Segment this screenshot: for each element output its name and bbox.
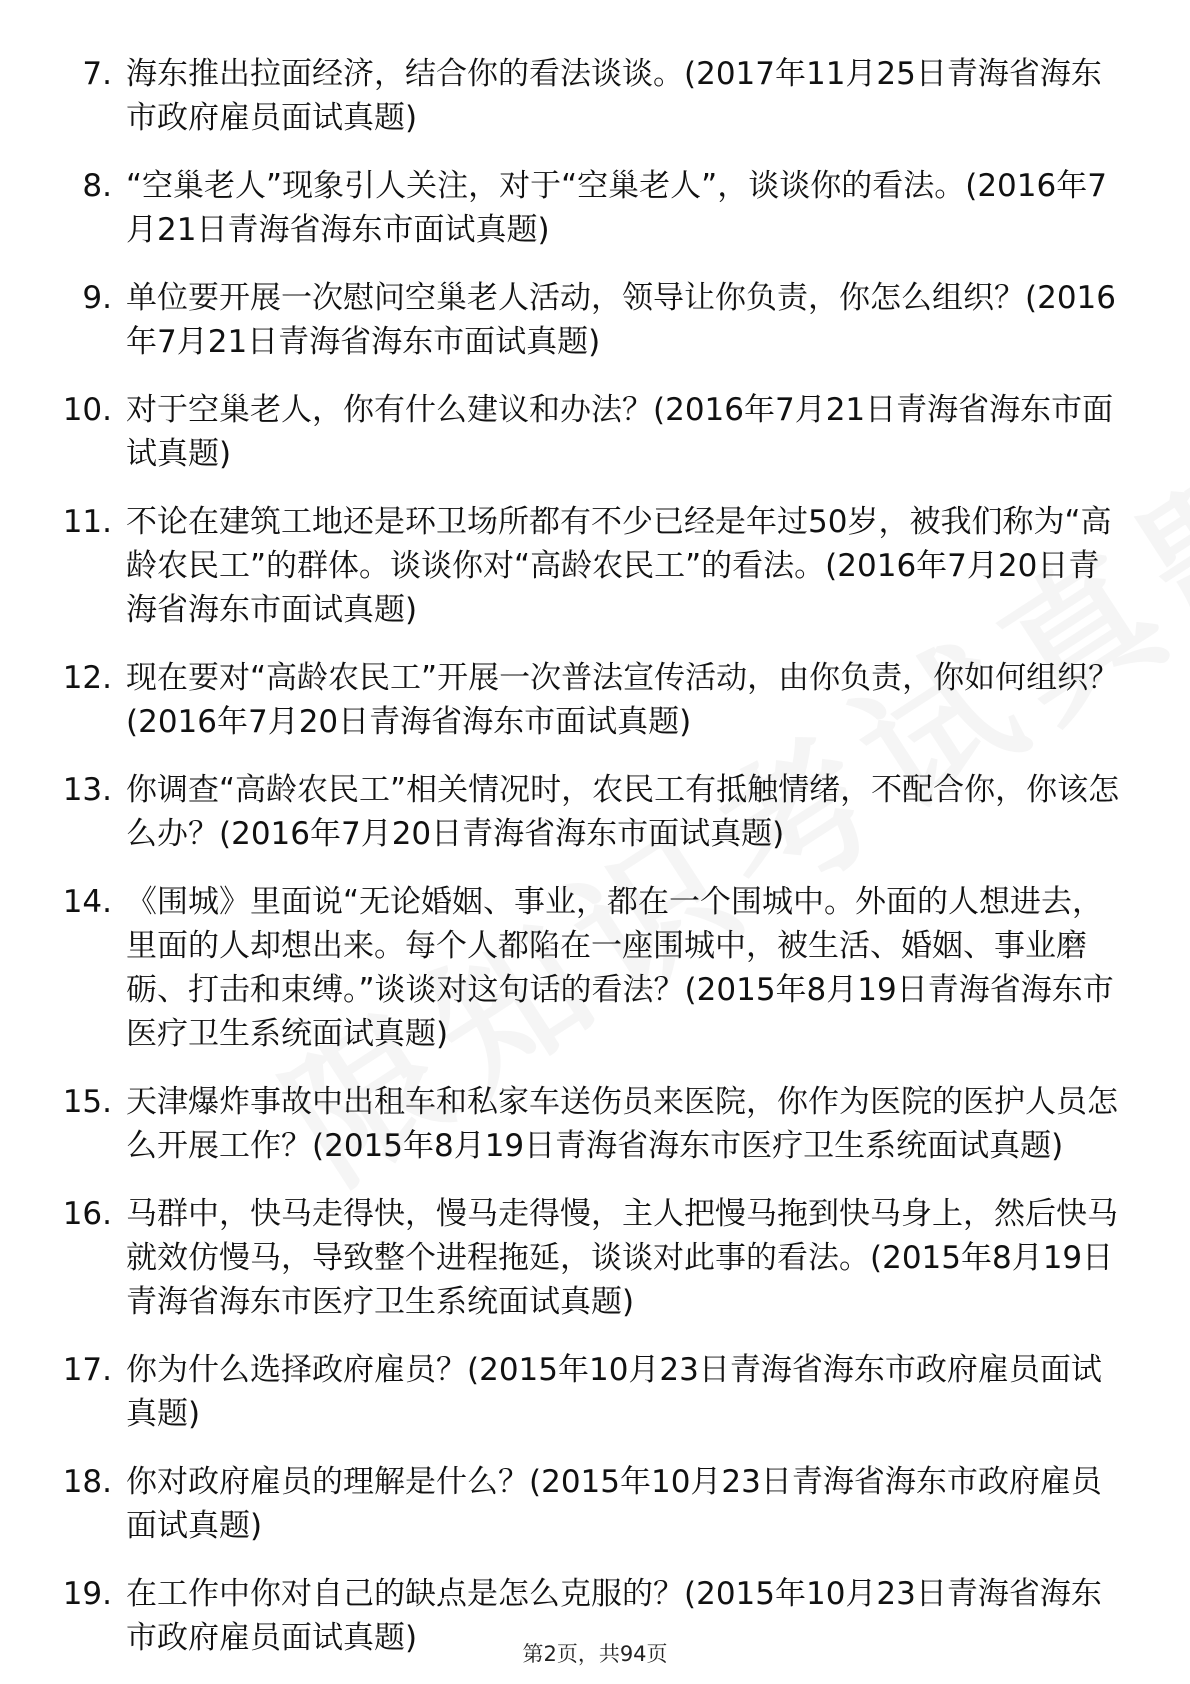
page-number-footer: 第2页，共94页 (522, 1642, 668, 1666)
question-text: 《围城》里面说“无论婚姻、事业，都在一个围城中。外面的人想进去，里面的人却想出来。每个人都陷在一座围城中，被生活、婚姻、事业磨砺、打击和束缚。”谈谈对这句话的看法？(2015年8月19日青海省海东市医疗卫生系统面试真题) (126, 884, 1114, 1052)
list-item (60, 1348, 1120, 1436)
question-text: 马群中，快马走得快，慢马走得慢，主人把慢马拖到快马身上，然后快马就效仿慢马，导致整个进程拖延，谈谈对此事的看法。(2015年8月19日青海省海东市医疗卫生系统面试真题) (126, 1196, 1118, 1320)
question-number: 13. (62, 772, 112, 808)
list-item (60, 52, 1120, 140)
question-text: 天津爆炸事故中出租车和私家车送伤员来医院，你作为医院的医护人员怎么开展工作？(2015年8月19日青海省海东市医疗卫生系统面试真题) (126, 1084, 1118, 1164)
question-number: 9. (82, 280, 112, 316)
list-item (60, 500, 1120, 632)
question-number: 8. (82, 168, 112, 204)
list-item (60, 388, 1120, 476)
question-number: 12. (62, 660, 112, 696)
question-number: 7. (82, 56, 112, 92)
question-number: 11. (62, 504, 112, 540)
question-text: 你调查“高龄农民工”相关情况时，农民工有抵触情绪，不配合你，你该怎么办？(2016年7月20日青海省海东市面试真题) (126, 772, 1120, 852)
question-text: 单位要开展一次慰问空巢老人活动，领导让你负责，你怎么组织？(2016年7月21日青海省海东市面试真题) (126, 280, 1116, 360)
question-number: 18. (62, 1464, 112, 1500)
question-number: 16. (62, 1196, 112, 1232)
question-number: 19. (62, 1576, 112, 1612)
list-item (60, 880, 1120, 1056)
question-text: 对于空巢老人，你有什么建议和办法？(2016年7月21日青海省海东市面试真题) (126, 392, 1114, 472)
question-text: 现在要对“高龄农民工”开展一次普法宣传活动，由你负责，你如何组织？(2016年7月20日青海省海东市面试真题) (126, 660, 1120, 740)
list-item (60, 1192, 1120, 1324)
question-text: 在工作中你对自己的缺点是怎么克服的？(2015年10月23日青海省海东市政府雇员面试真题) (126, 1576, 1102, 1656)
question-number: 17. (62, 1352, 112, 1388)
question-number: 14. (62, 884, 112, 920)
list-item (60, 1460, 1120, 1548)
list-item (60, 768, 1120, 856)
question-list (60, 52, 1120, 1684)
question-number: 15. (62, 1084, 112, 1120)
list-item (60, 276, 1120, 364)
list-item (60, 164, 1120, 252)
question-text: 海东推出拉面经济，结合你的看法谈谈。(2017年11月25日青海省海东市政府雇员面试真题) (126, 56, 1102, 136)
question-text: “空巢老人”现象引人关注，对于“空巢老人”，谈谈你的看法。(2016年7月21日青海省海东市面试真题) (126, 168, 1107, 248)
question-number: 10. (62, 392, 112, 428)
question-text: 你为什么选择政府雇员？(2015年10月23日青海省海东市政府雇员面试真题) (126, 1352, 1102, 1432)
list-item (60, 656, 1120, 744)
question-text: 你对政府雇员的理解是什么？(2015年10月23日青海省海东市政府雇员面试真题) (126, 1464, 1102, 1544)
question-text: 不论在建筑工地还是环卫场所都有不少已经是年过50岁，被我们称为“高龄农民工”的群体。谈谈你对“高龄农民工”的看法。(2016年7月20日青海省海东市面试真题) (126, 504, 1112, 628)
list-item (60, 1080, 1120, 1168)
